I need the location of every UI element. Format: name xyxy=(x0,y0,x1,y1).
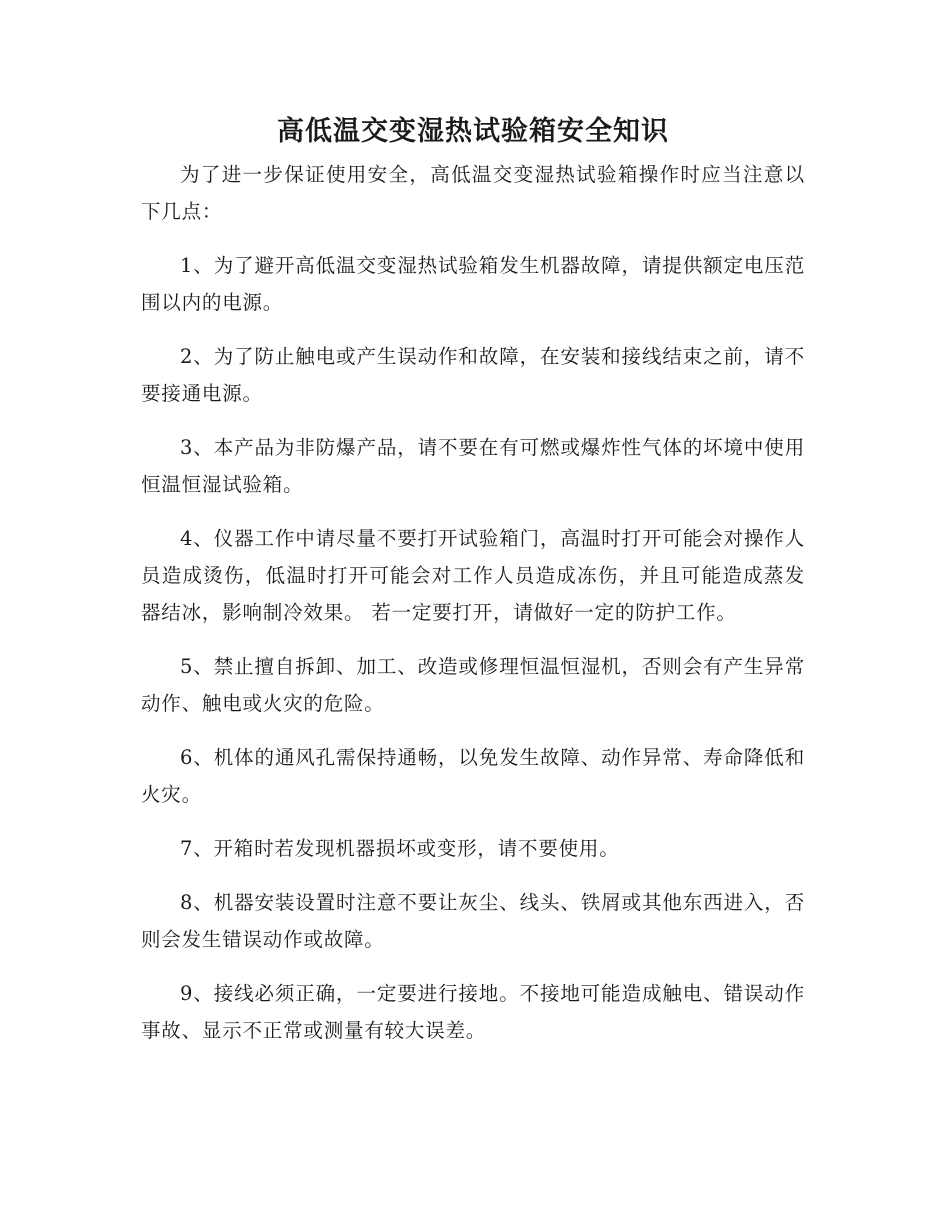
intro-paragraph: 为了进一步保证使用安全，高低温交变湿热试验箱操作时应当注意以下几点： xyxy=(141,163,805,223)
list-item-9: 9、接线必须正确，一定要进行接地。不接地可能造成触电、错误动作事故、显示不正常或测量有较大误差。 xyxy=(141,982,805,1042)
list-item-6: 6、机体的通风孔需保持通畅，以免发生故障、动作异常、寿命降低和火灾。 xyxy=(141,746,805,806)
list-item-3: 3、本产品为非防爆产品，请不要在有可燃或爆炸性气体的坏境中使用恒温恒湿试验箱。 xyxy=(141,436,805,496)
list-item-2: 2、为了防止触电或产生误动作和故障，在安装和接线结束之前，请不要接通电源。 xyxy=(141,345,805,405)
list-item-8: 8、机器安装设置时注意不要让灰尘、线头、铁屑或其他东西进入，否则会发生错误动作或故障。 xyxy=(141,891,805,951)
list-item-5: 5、禁止擅自拆卸、加工、改造或修理恒温恒湿机，否则会有产生异常动作、触电或火灾的危险。 xyxy=(141,655,805,715)
list-item-4: 4、仪器工作中请尽量不要打开试验箱门，高温时打开可能会对操作人员造成烫伤，低温时打开可能会对工作人员造成冻伤，并且可能造成蒸发器结冰，影响制冷效果。 若一定要打开，请做好一定的防护工作。 xyxy=(141,527,805,624)
list-item-1: 1、为了避开高低温交变湿热试验箱发生机器故障，请提供额定电压范围以内的电源。 xyxy=(141,254,805,314)
list-item-7: 7、开箱时若发现机器损坏或变形，请不要使用。 xyxy=(180,837,620,860)
document-title: 高低温交变湿热试验箱安全知识 xyxy=(277,116,669,147)
document-page xyxy=(141,112,805,1066)
